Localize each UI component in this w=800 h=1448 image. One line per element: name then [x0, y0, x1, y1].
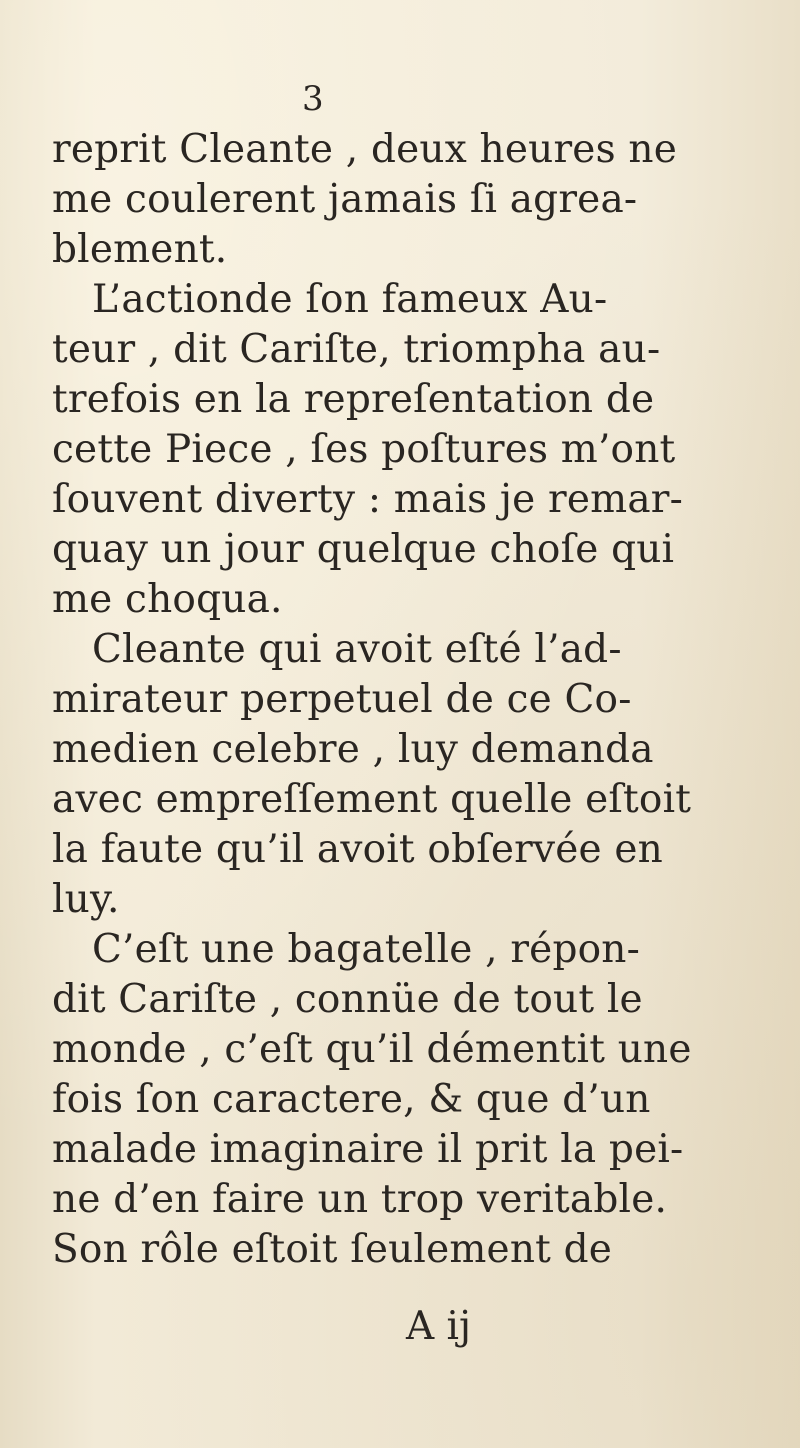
text-line: me choqua.	[52, 577, 283, 622]
text-line: L’actionde ſon fameux Au-	[92, 277, 608, 322]
text-line: Cleante qui avoit eſté l’ad-	[92, 627, 622, 672]
text-line: luy.	[52, 877, 120, 922]
text-line: Son rôle eſtoit ſeulement de	[52, 1227, 613, 1272]
text-line: reprit Cleante , deux heures ne	[52, 127, 677, 172]
text-line: fois ſon caractere, & que d’un	[52, 1077, 651, 1122]
text-line: medien celebre , luy demanda	[52, 727, 654, 772]
text-line: blement.	[52, 227, 228, 272]
text-line: ne d’en faire un trop veritable.	[52, 1177, 668, 1222]
text-line: avec empreſſement quelle eſtoit	[52, 777, 692, 822]
text-line: mirateur perpetuel de ce Co-	[52, 677, 632, 722]
page-number: 3	[302, 79, 324, 119]
text-line: dit Cariſte , connüe de tout le	[52, 977, 643, 1022]
text-line: ſouvent diverty : mais je remar-	[52, 477, 684, 522]
signature-mark: A ij	[406, 1304, 472, 1349]
text-line: quay un jour quelque choſe qui	[52, 527, 675, 572]
text-line: cette Piece , ſes poſtures m’ont	[52, 427, 676, 472]
text-line: me coulerent jamais ſi agrea-	[52, 177, 638, 222]
text-line: la faute qu’il avoit obſervée en	[52, 827, 663, 872]
text-line: C’eſt une bagatelle , répon-	[92, 927, 641, 972]
text-line: trefois en la repreſentation de	[52, 377, 655, 422]
text-line: teur , dit Cariſte, triompha au-	[52, 327, 661, 372]
text-line: monde , c’eſt qu’il démentit une	[52, 1027, 692, 1072]
text-line: malade imaginaire il prit la pei-	[52, 1127, 684, 1172]
